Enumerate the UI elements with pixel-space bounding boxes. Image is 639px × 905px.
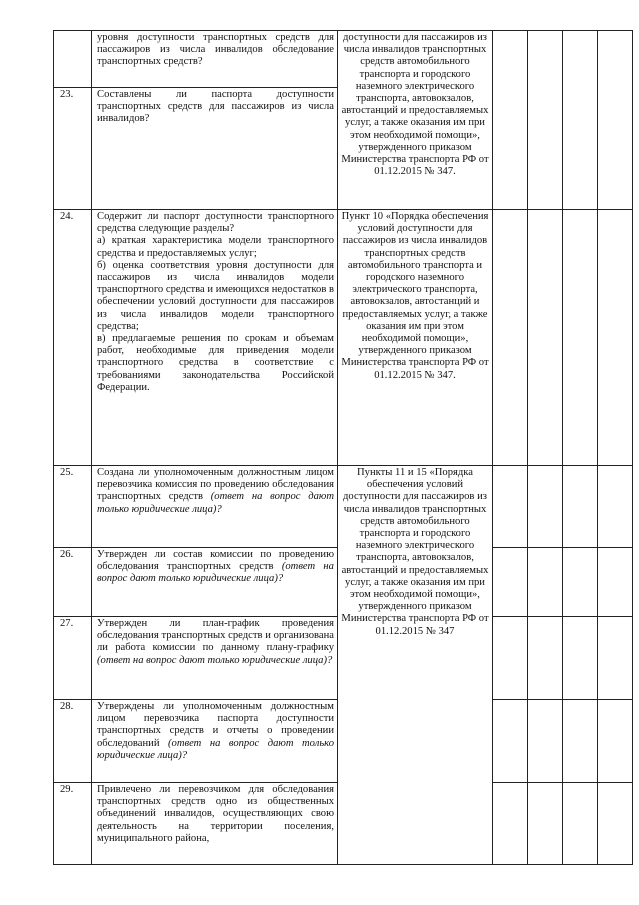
answer-no-cell[interactable] bbox=[528, 783, 563, 865]
question-cell: Содержит ли паспорт доступности транспортного средства следующие разделы? а) краткая характеристика модели транспортного средства и предоставляемых услуг; б) оценка соответствия уровня доступности для пассажиров из числа инвалидов модели транспортного средства и имеющихся недостатков в обеспечении условий доступности для пассажиров из числа инвалидов модели транспортного средства; в) предлагаемые решения по срокам и объемам работ, необходимые для приведения модели транспортного средства в соответствие с требованиями законодательства Российской Федерации. bbox=[92, 210, 338, 466]
row-number: 24. bbox=[54, 210, 92, 466]
answer-yes-cell[interactable] bbox=[493, 617, 528, 700]
table-row bbox=[54, 210, 633, 466]
row-number: 28. bbox=[54, 700, 92, 783]
comment-cell[interactable] bbox=[598, 210, 633, 466]
answer-na-cell[interactable] bbox=[563, 617, 598, 700]
comment-cell[interactable] bbox=[598, 31, 633, 210]
answer-no-cell[interactable] bbox=[528, 700, 563, 783]
legal-reference: Пункты 11 и 15 «Порядка обеспечения условий доступности для пассажиров из числа инвалидов транспортных средств автомобильного транспорта и городского наземного электрического транспорта, автовокзалов, автостанций и предоставляемых услуг, а также оказания им при этом необходимой помощи», утвержденного приказом Министерства транспорта РФ от 01.12.2015 № 347 bbox=[338, 466, 493, 865]
answer-yes-cell[interactable] bbox=[493, 700, 528, 783]
answer-yes-cell[interactable] bbox=[493, 210, 528, 466]
answer-no-cell[interactable] bbox=[528, 617, 563, 700]
legal-reference: Пункт 10 «Порядка обеспечения условий доступности для пассажиров из числа инвалидов транспортных средств автомобильного транспорта и городского наземного электрического транспорта, автовокзалов, автостанций и предоставляемых услуг, а также оказания им при этом необходимой помощи», утвержденного приказом Министерства транспорта РФ от 01.12.2015 № 347. bbox=[338, 210, 493, 466]
answer-yes-cell[interactable] bbox=[493, 466, 528, 548]
answer-yes-cell[interactable] bbox=[493, 783, 528, 865]
answer-no-cell[interactable] bbox=[528, 548, 563, 617]
answer-no-cell[interactable] bbox=[528, 466, 563, 548]
row-number: 27. bbox=[54, 617, 92, 700]
comment-cell[interactable] bbox=[598, 548, 633, 617]
row-number: 29. bbox=[54, 783, 92, 865]
question-cell: Создана ли уполномоченным должностным лицом перевозчика комиссия по проведению обследования транспортных средств (ответ на вопрос дают только юридические лица)? bbox=[92, 466, 338, 548]
row-number: 25. bbox=[54, 466, 92, 548]
question-cell: Утвержден ли состав комиссии по проведению обследования транспортных средств (ответ на вопрос дают только юридические лица)? bbox=[92, 548, 338, 617]
comment-cell[interactable] bbox=[598, 617, 633, 700]
table-row bbox=[54, 466, 633, 548]
question-cell: уровня доступности транспортных средств для пассажиров из числа инвалидов обследование транспортных средств? bbox=[92, 31, 338, 88]
answer-na-cell[interactable] bbox=[563, 783, 598, 865]
question-cell: Составлены ли паспорта доступности транспортных средств для пассажиров из числа инвалидов? bbox=[92, 88, 338, 210]
answer-na-cell[interactable] bbox=[563, 700, 598, 783]
answer-na-cell[interactable] bbox=[563, 548, 598, 617]
answer-na-cell[interactable] bbox=[563, 466, 598, 548]
comment-cell[interactable] bbox=[598, 466, 633, 548]
row-number bbox=[54, 31, 92, 88]
checklist-table bbox=[53, 30, 633, 865]
question-cell: Привлечено ли перевозчиком для обследования транспортных средств одно из общественных объединений инвалидов, осуществляющих свою деятельность на территории поселения, муниципального района, bbox=[92, 783, 338, 865]
answer-no-cell[interactable] bbox=[528, 31, 563, 210]
question-cell: Утверждены ли уполномоченным должностным лицом перевозчика паспорта доступности транспортных средств и отчеты о проведении обследований (ответ на вопрос дают только юридические лица)? bbox=[92, 700, 338, 783]
answer-yes-cell[interactable] bbox=[493, 548, 528, 617]
answer-na-cell[interactable] bbox=[563, 31, 598, 210]
row-number: 26. bbox=[54, 548, 92, 617]
question-cell: Утвержден ли план-график проведения обследования транспортных средств и организована ли работа комиссии по данному плану-графику (ответ на вопрос дают только юридические лица)? bbox=[92, 617, 338, 700]
comment-cell[interactable] bbox=[598, 700, 633, 783]
answer-no-cell[interactable] bbox=[528, 210, 563, 466]
answer-na-cell[interactable] bbox=[563, 210, 598, 466]
row-number: 23. bbox=[54, 88, 92, 210]
answer-yes-cell[interactable] bbox=[493, 31, 528, 210]
table-row bbox=[54, 31, 633, 88]
comment-cell[interactable] bbox=[598, 783, 633, 865]
legal-reference: доступности для пассажиров из числа инвалидов транспортных средств автомобильного транспорта и городского наземного электрического транспорта, автовокзалов, автостанций и предоставляемых услуг, а также оказания им при этом необходимой помощи», утвержденного приказом Министерства транспорта РФ от 01.12.2015 № 347. bbox=[338, 31, 493, 210]
